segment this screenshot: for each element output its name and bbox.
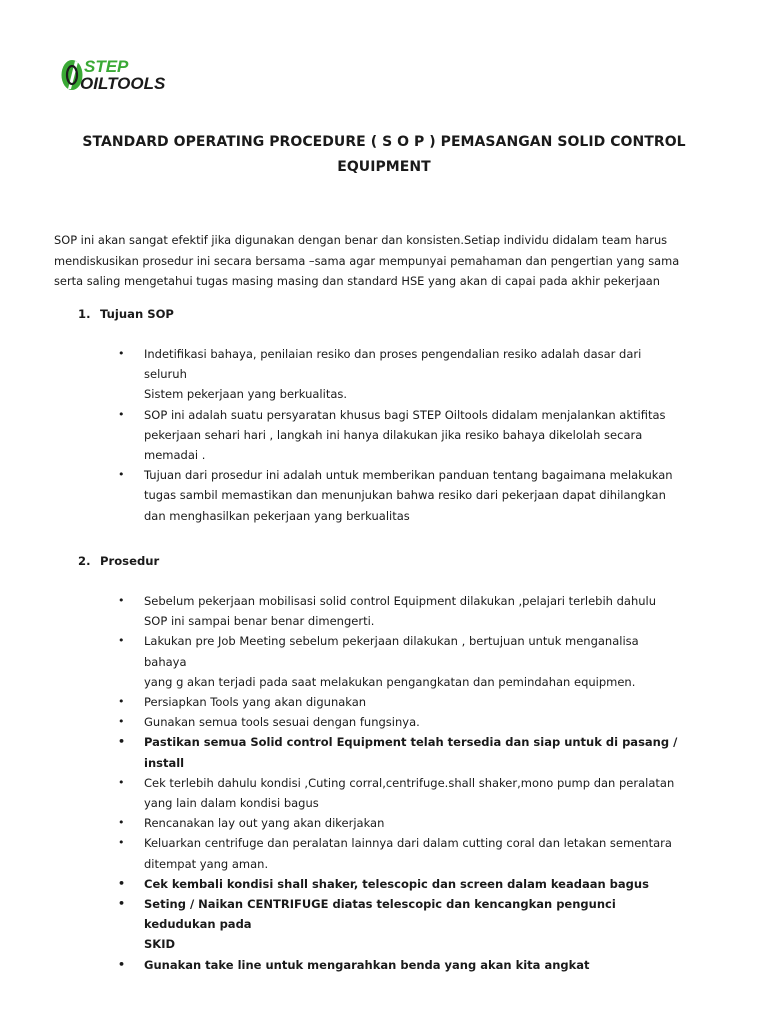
logo-line2: OILTOOLS bbox=[80, 74, 166, 92]
list-item bbox=[118, 465, 678, 526]
bullet-icon: • bbox=[118, 634, 125, 648]
list-item bbox=[118, 955, 678, 975]
logo-line1: STEP bbox=[84, 57, 129, 76]
intro-paragraph bbox=[54, 230, 709, 292]
list-item-line: Cek kembali kondisi shall shaker, telescopic dan screen dalam keadaan bagus bbox=[144, 876, 649, 891]
list-item-line: Persiapkan Tools yang akan digunakan bbox=[144, 695, 367, 710]
list-item bbox=[118, 773, 678, 813]
list-item-line: yang lain dalam kondisi bagus bbox=[144, 796, 319, 811]
list-item-line: Keluarkan centrifuge dan peralatan lainnya dari dalam cutting coral dan letakan sementara bbox=[144, 836, 672, 851]
bullet-icon: • bbox=[118, 957, 126, 971]
list-item bbox=[118, 344, 678, 405]
list-item bbox=[118, 894, 678, 955]
company-logo bbox=[60, 56, 184, 92]
list-item-line: Lakukan pre Job Meeting sebelum pekerjaan dilakukan , bertujuan untuk menganalisa bahaya bbox=[144, 634, 639, 669]
title-line-1: STANDARD OPERATING PROCEDURE ( S O P ) PEMASANGAN SOLID CONTROL bbox=[82, 134, 686, 150]
section-2-list bbox=[118, 591, 678, 975]
list-item bbox=[118, 591, 678, 631]
list-item-line: ditempat yang aman. bbox=[144, 856, 269, 871]
list-item-line: Sistem pekerjaan yang berkualitas. bbox=[144, 387, 348, 402]
bullet-icon: • bbox=[118, 735, 126, 749]
list-item-line: Gunakan semua tools sesuai dengan fungsinya. bbox=[144, 715, 420, 730]
bullet-icon: • bbox=[118, 897, 126, 911]
step-oiltools-logo-icon bbox=[60, 56, 184, 92]
list-item-line: Rencanakan lay out yang akan dikerjakan bbox=[144, 816, 385, 831]
list-item bbox=[118, 813, 678, 833]
list-item-line: dan menghasilkan pekerjaan yang berkualitas bbox=[144, 508, 410, 523]
bullet-icon: • bbox=[118, 468, 125, 482]
section-2-heading bbox=[78, 551, 159, 571]
intro-line-2: mendiskusikan prosedur ini secara bersama –sama agar mempunyai pemahaman dan pengertian yang sama bbox=[54, 253, 680, 268]
list-item-line: pekerjaan sehari hari , langkah ini hanya dilakukan jika resiko bahaya dikelolah secara bbox=[144, 427, 643, 442]
list-item-line: Gunakan take line untuk mengarahkan benda yang akan kita angkat bbox=[144, 957, 590, 972]
bullet-icon: • bbox=[118, 715, 125, 729]
section-2-number: 2. bbox=[78, 554, 91, 568]
bullet-icon: • bbox=[118, 594, 125, 607]
list-item bbox=[118, 692, 678, 712]
list-item-line: SOP ini sampai benar benar dimengerti. bbox=[144, 614, 375, 629]
list-item-line: Sebelum pekerjaan mobilisasi solid control Equipment dilakukan ,pelajari terlebih dahulu bbox=[144, 594, 657, 608]
section-2-title: Prosedur bbox=[100, 554, 160, 568]
intro-line-3: serta saling mengetahui tugas masing masing dan standard HSE yang akan di capai pada akhir pekerjaan bbox=[54, 274, 660, 288]
list-item-line: Seting / Naikan CENTRIFUGE diatas telescopic dan kencangkan pengunci kedudukan pada bbox=[144, 897, 616, 932]
list-item-line: memadai . bbox=[144, 448, 206, 463]
list-item-line: SOP ini adalah suatu persyaratan khusus bagi STEP Oiltools didalam menjalankan aktifitas bbox=[144, 407, 666, 422]
bullet-icon: • bbox=[118, 836, 125, 850]
list-item bbox=[118, 874, 678, 894]
bullet-icon: • bbox=[118, 347, 125, 360]
list-item-line: Indetifikasi bahaya, penilaian resiko dan proses pengendalian resiko adalah dasar dari seluruh bbox=[144, 347, 642, 382]
list-item bbox=[118, 833, 678, 873]
bullet-icon: • bbox=[118, 407, 125, 421]
list-item-line: tugas sambil memastikan dan menunjukan bahwa resiko dari pekerjaan dapat dihilangkan bbox=[144, 488, 666, 503]
bullet-icon: • bbox=[118, 816, 125, 830]
section-1-list bbox=[118, 344, 678, 526]
intro-line-1: SOP ini akan sangat efektif jika digunakan dengan benar dan konsisten.Setiap individu didalam team harus bbox=[54, 233, 668, 247]
list-item-line: SKID bbox=[144, 937, 176, 952]
bullet-icon: • bbox=[118, 695, 125, 709]
list-item-line: yang g akan terjadi pada saat melakukan pengangkatan dan pemindahan equipmen. bbox=[144, 674, 636, 689]
list-item-line: Tujuan dari prosedur ini adalah untuk memberikan panduan tentang bagaimana melakukan bbox=[144, 468, 673, 483]
document-title bbox=[40, 130, 728, 180]
title-line-2: EQUIPMENT bbox=[337, 159, 431, 175]
list-item bbox=[118, 712, 678, 732]
bullet-icon: • bbox=[118, 876, 126, 890]
section-1-number: 1. bbox=[78, 307, 91, 321]
list-item-line: Pastikan semua Solid control Equipment telah tersedia dan siap untuk di pasang / install bbox=[144, 735, 678, 770]
list-item bbox=[118, 732, 678, 772]
bullet-icon: • bbox=[118, 775, 125, 789]
list-item-line: Cek terlebih dahulu kondisi ,Cuting corral,centrifuge.shall shaker,mono pump dan peralatan bbox=[144, 775, 675, 790]
section-1-heading bbox=[78, 304, 174, 324]
list-item bbox=[118, 405, 678, 466]
section-1-title: Tujuan SOP bbox=[100, 307, 174, 321]
list-item bbox=[118, 631, 678, 692]
